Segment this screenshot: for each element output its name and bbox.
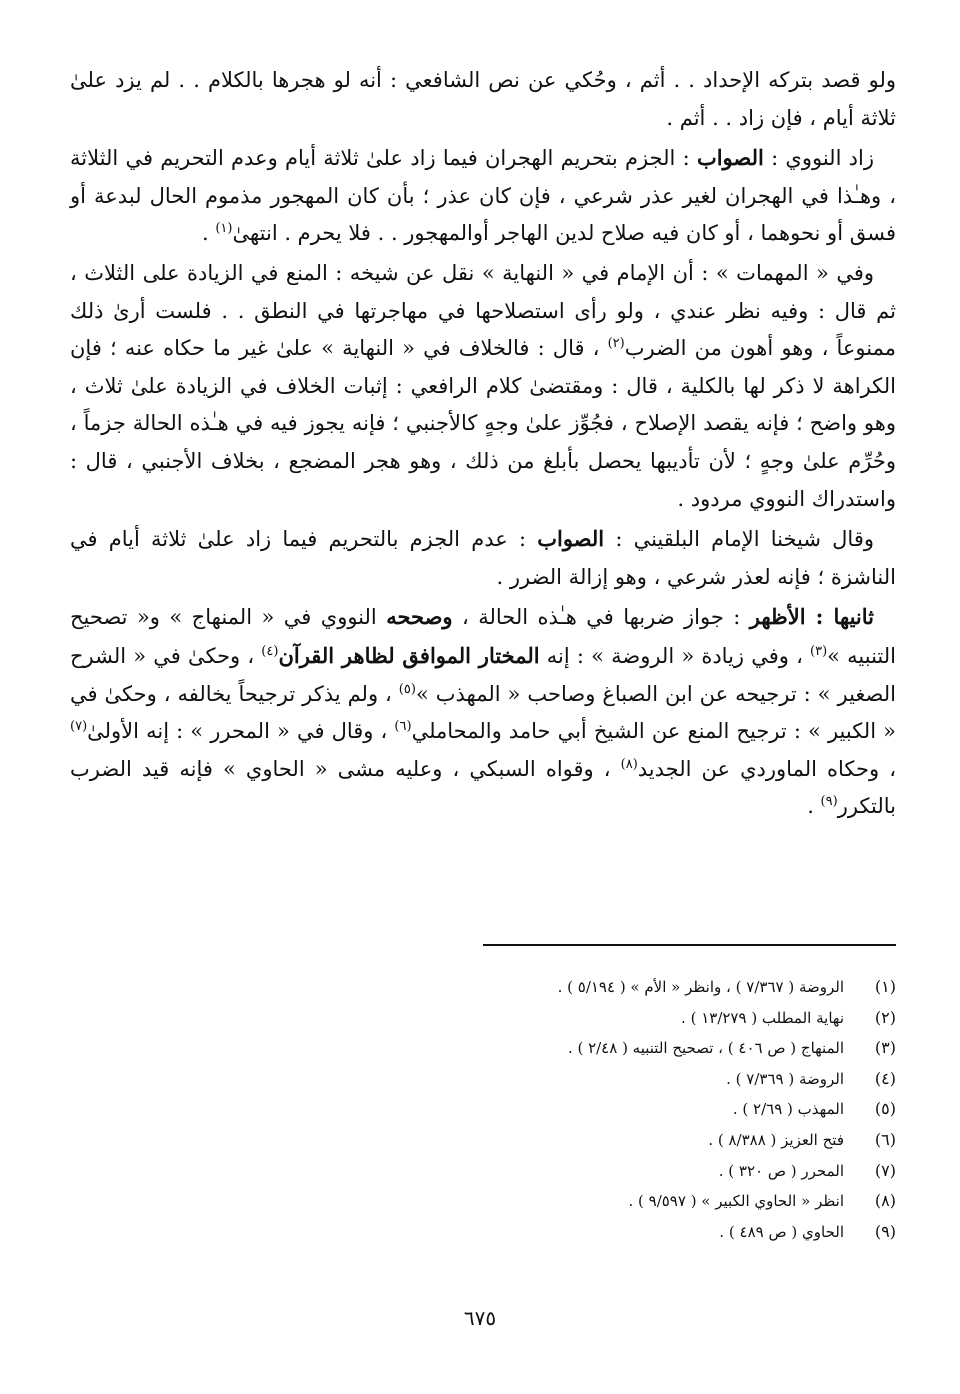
paragraph-4-bold-term: الصواب bbox=[537, 526, 605, 552]
paragraph-5-text-i: . bbox=[807, 794, 821, 819]
paragraph-4-text-b: : عدم الجزم بالتحريم فيما زاد علىٰ ثلاثة أيام في الناشزة ؛ فإنه لعذر شرعي ، وهو إزالة الضرر . bbox=[70, 527, 896, 589]
paragraph-3 bbox=[70, 255, 896, 518]
footnotes bbox=[420, 972, 896, 1247]
footnote-item bbox=[420, 1094, 896, 1125]
footnote-item bbox=[420, 1125, 896, 1156]
footnote-ref-6: (٦) bbox=[394, 719, 412, 735]
paragraph-2-text-b: : الجزم بتحريم الهجران فيما زاد علىٰ ثلاثة أيام وعدم التحريم في الثلاثة ، وهـٰذا في الهجران لغير عذر شرعي ، فإن كان عذر ؛ بأن كان المهجور مذموم الحال لبدعة أو فسق أو نحوهما ، أو كان فيه صلاح لدين الهاجر أوالمهجور . . فلا يحرم . انتهىٰ bbox=[70, 146, 896, 246]
footnote-item bbox=[420, 1064, 896, 1095]
footnote-number: (٢) bbox=[874, 1007, 896, 1027]
footnote-text: المنهاج ( ص ٤٠٦ ) ، تصحيح التنبيه ( ٢/٤٨ ) . bbox=[567, 1039, 844, 1058]
footnote-divider bbox=[483, 944, 896, 946]
paragraph-5-bold-heading: ثانيها : الأظهر bbox=[749, 604, 874, 630]
footnote-item bbox=[420, 1033, 896, 1064]
footnote-ref-7: (٧) bbox=[70, 719, 88, 735]
paragraph-5-text-b: النووي في « المنهاج » و« تصحيح التنبيه » bbox=[70, 605, 896, 668]
footnote-ref-2: (٢) bbox=[607, 336, 625, 352]
paragraph-4 bbox=[70, 520, 896, 596]
footnote-ref-1: (١) bbox=[215, 221, 233, 237]
footnote-number: (٣) bbox=[874, 1038, 896, 1058]
footnote-item bbox=[420, 1186, 896, 1217]
footnote-ref-9: (٩) bbox=[820, 794, 838, 810]
footnote-item bbox=[420, 1156, 896, 1187]
footnote-ref-3: (٣) bbox=[810, 643, 828, 659]
paragraph-2-bold-term: الصواب bbox=[696, 145, 764, 171]
footnote-number: (٧) bbox=[874, 1160, 896, 1180]
paragraph-4-text-a: وقال شيخنا الإمام البلقيني : bbox=[604, 527, 875, 552]
main-text bbox=[70, 62, 896, 828]
footnote-number: (٥) bbox=[874, 1099, 896, 1119]
footnote-text: فتح العزيز ( ٨/٣٨٨ ) . bbox=[708, 1130, 844, 1149]
footnote-ref-5: (٥) bbox=[398, 681, 416, 697]
footnote-ref-4: (٤) bbox=[261, 643, 279, 659]
paragraph-5-bold-quote: المختار الموافق لظاهر القرآن bbox=[278, 642, 540, 668]
paragraph-5-text-c: ، وفي زيادة « الروضة » : إنه bbox=[539, 643, 810, 668]
paragraph-3-text-b: ، قال : فالخلاف في « النهاية » علىٰ غير ما حكاه عنه ؛ فإن الكراهة لا ذكر لها بالكلية ، قال : ومقتضىٰ كلام الرافعي : إثبات الخلاف في الزيادة علىٰ ثلاث ، وهو واضح ؛ فإنه يقصد الإصلاح ، فجُوِّز علىٰ وجهٍ كالأجنبي ؛ فإنه يجوز فيه في هـٰذه الحالة جزماً ، وحُرِّم علىٰ وجهٍ ؛ لأن تأديبها يحصل بأبلغ من ذلك ، وهو هجر المضجع ، بخلاف الأجنبي ، قال : واستدراك النووي مردود . bbox=[70, 336, 896, 511]
footnote-number: (٤) bbox=[874, 1068, 896, 1088]
paragraph-5-bold-term: وصححه bbox=[386, 604, 453, 630]
footnote-ref-8: (٨) bbox=[620, 756, 638, 772]
footnote-item bbox=[420, 972, 896, 1003]
paragraph-5-text-h: ، وقواه السبكي ، وعليه مشى « الحاوي » فإنه قيد الضرب بالتكرر bbox=[70, 756, 896, 819]
paragraph-5-text-a: : جواز ضربها في هـٰذه الحالة ، bbox=[452, 605, 750, 630]
paragraph-5 bbox=[70, 598, 896, 826]
paragraph-2-text-a: زاد النووي : bbox=[763, 146, 874, 171]
footnote-text: الروضة ( ٧/٣٦٧ ) ، وانظر « الأم » ( ٥/١٩٤ ) . bbox=[557, 978, 844, 996]
paragraph-5-text-d: ، وحكىٰ في « الشرح الصغير » : ترجيحه عن ابن الصباغ وصاحب « المهذب » bbox=[70, 643, 896, 706]
paragraph-1-text: ولو قصد بتركه الإحداد . . أثم ، وحُكي عن نص الشافعي : أنه لو هجرها بالكلام . . لم يزد علىٰ ثلاثة أيام ، فإن زاد . . أثم . bbox=[70, 68, 896, 130]
footnote-text: الحاوي ( ص ٤٨٩ ) . bbox=[719, 1222, 844, 1241]
footnote-item bbox=[420, 1003, 896, 1034]
paragraph-2-text-c: . bbox=[201, 221, 216, 246]
paragraph-5-text-f: ، وقال في « المحرر » : إنه الأولىٰ bbox=[87, 719, 395, 744]
paragraph-1 bbox=[70, 62, 896, 137]
footnote-number: (٨) bbox=[874, 1191, 896, 1211]
paragraph-2 bbox=[70, 139, 896, 253]
footnote-text: الروضة ( ٧/٣٦٩ ) . bbox=[726, 1069, 844, 1088]
footnote-number: (٩) bbox=[874, 1221, 896, 1241]
footnote-text: انظر « الحاوي الكبير » ( ٩/٥٩٧ ) . bbox=[628, 1192, 844, 1211]
paragraph-5-text-g: ، وحكاه الماوردي عن الجديد bbox=[637, 756, 896, 781]
footnote-text: نهاية المطلب ( ١٣/٢٧٩ ) . bbox=[681, 1008, 844, 1027]
footnote-number: (١) bbox=[874, 977, 896, 996]
paragraph-5-text-e: ، ولم يذكر ترجيحاً يخالفه ، وحكىٰ في « الكبير » : ترجيح المنع عن الشيخ أبي حامد والمحاملي bbox=[70, 681, 896, 744]
footnote-item bbox=[420, 1217, 896, 1248]
footnote-text: المهذب ( ٢/٦٩ ) . bbox=[732, 1100, 844, 1119]
footnote-number: (٦) bbox=[874, 1129, 896, 1149]
page-number: ٦٧٥ bbox=[463, 1306, 497, 1330]
paragraph-3-text-a: وفي « المهمات » : أن الإمام في « النهاية » نقل عن شيخه : المنع في الزيادة على الثلاث ، ثم قال : وفيه نظر عندي ، ولو رأى استصلاحها في مهاجرتها في النطق . . فلست أرىٰ ذلك ممنوعاً ، وهو أهون من الضرب bbox=[70, 260, 896, 361]
footnote-text: المحرر ( ص ٣٢٠ ) . bbox=[718, 1161, 844, 1180]
